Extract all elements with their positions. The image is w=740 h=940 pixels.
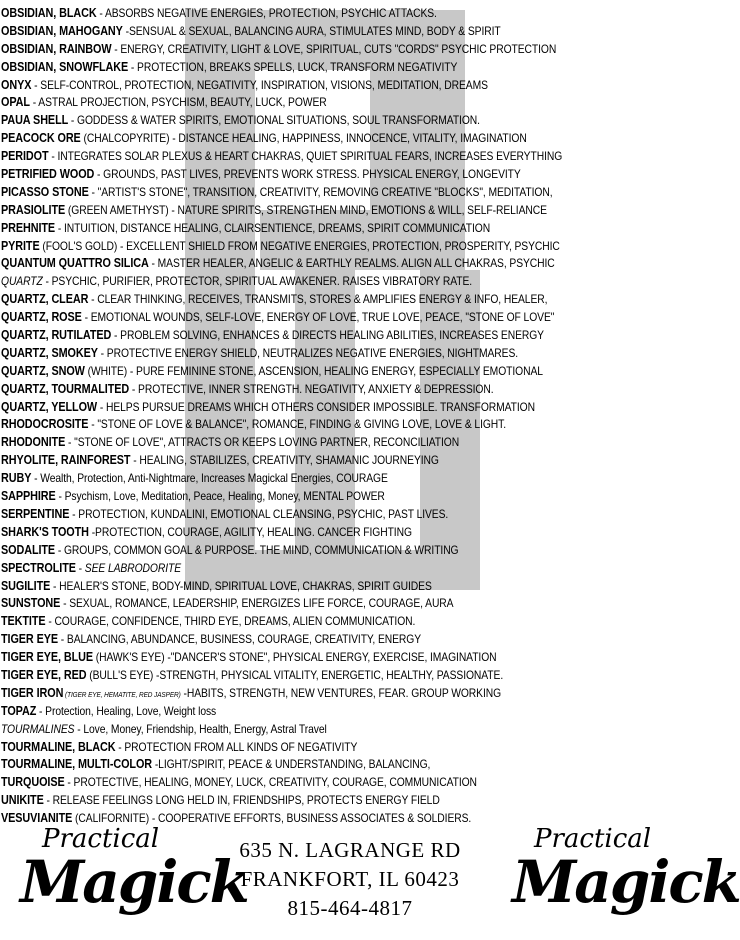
stone-alt-name: (GREEN AMETHYST) <box>65 202 169 217</box>
stone-name: PREHNITE <box>1 220 56 235</box>
stone-entry <box>1 613 603 631</box>
stone-name: PRASIOLITE <box>1 202 66 217</box>
stone-name: TIGER EYE, RED <box>1 667 87 682</box>
stone-entry <box>1 792 603 810</box>
stone-properties: - MASTER HEALER, ANGELIC & EARTHLY REALMS. ALIGN ALL CHAKRAS, PSYCHIC <box>148 256 555 271</box>
stone-entry <box>1 148 603 166</box>
stone-properties: - PROTECTION FROM ALL KINDS OF NEGATIVITY <box>115 739 358 754</box>
stone-properties: - PROTECTIVE, HEALING, MONEY, LUCK, CREATIVITY, COURAGE, COMMUNICATION <box>64 775 477 790</box>
stone-entry <box>1 578 603 596</box>
stone-entry <box>1 238 603 256</box>
stone-name: VESUVIANITE <box>1 811 73 826</box>
stone-entry <box>1 774 603 792</box>
stone-properties: - ABSORBS NEGATIVE ENERGIES, PROTECTION, PSYCHIC ATTACKS. <box>96 6 437 20</box>
stone-name: QUARTZ <box>1 274 43 289</box>
stone-properties: - HEALING, STABILIZES, CREATIVITY, SHAMANIC JOURNEYING <box>130 453 439 468</box>
stone-entry <box>1 524 603 542</box>
stone-properties: - "ARTIST'S STONE", TRANSITION, CREATIVITY, REMOVING CREATIVE "BLOCKS", MEDITATION, <box>88 184 553 199</box>
stone-entry <box>1 506 603 524</box>
stone-entry <box>1 560 603 578</box>
stone-entry <box>1 470 603 488</box>
stone-properties: -HABITS, STRENGTH, NEW VENTURES, FEAR. GROUP WORKING <box>180 685 502 700</box>
stone-properties: - <box>75 560 85 575</box>
stone-entry <box>1 112 603 130</box>
stone-properties: - PSYCHIC, PURIFIER, PROTECTOR, SPIRITUAL AWAKENER. RAISES VIBRATORY RATE. <box>42 274 473 289</box>
stone-name: QUARTZ, SMOKEY <box>1 345 98 360</box>
stone-entry <box>1 488 603 506</box>
stone-entry <box>1 756 603 774</box>
stone-entry <box>1 381 603 399</box>
stone-properties: - COOPERATIVE EFFORTS, BUSINESS ASSOCIATES & SOLDIERS. <box>149 811 472 826</box>
address-city: FRANKFORT, IL 60423 <box>240 867 460 891</box>
stone-name: RUBY <box>1 471 32 486</box>
stone-name: TOURMALINE, MULTI-COLOR <box>1 757 153 772</box>
stone-entry <box>1 327 603 345</box>
stone-entry <box>1 94 603 112</box>
stone-properties: - CLEAR THINKING, RECEIVES, TRANSMITS, STORES & AMPLIFIES ENERGY & INFO, HEALER, <box>88 292 548 307</box>
store-address <box>200 836 500 923</box>
stone-properties: -STRENGTH, PHYSICAL VITALITY, ENERGETIC, HEALTHY, PASSIONATE. <box>153 667 504 682</box>
stone-entry <box>1 631 603 649</box>
stone-properties: - "STONE OF LOVE & BALANCE", ROMANCE, FINDING & GIVING LOVE, LOVE & LIGHT. <box>88 417 507 432</box>
stone-name: SERPENTINE <box>1 506 70 521</box>
stone-properties: - BALANCING, ABUNDANCE, BUSINESS, COURAGE, CREATIVITY, ENERGY <box>58 632 422 647</box>
stone-name: TEKTITE <box>1 614 46 629</box>
stone-properties: - GROUNDS, PAST LIVES, PREVENTS WORK STRESS. PHYSICAL ENERGY, LONGEVITY <box>94 167 521 182</box>
stone-entry <box>1 345 603 363</box>
stone-entry <box>1 363 603 381</box>
stone-entry <box>1 41 603 59</box>
stone-alt-name: (CALIFORNITE) <box>72 811 150 826</box>
stone-properties: -LIGHT/SPIRIT, PEACE & UNDERSTANDING, BALANCING, <box>152 757 431 772</box>
practical-magick-logo-right <box>512 822 740 932</box>
stone-alt-name: (FOOL'S GOLD) <box>39 238 118 253</box>
stone-name: TIGER EYE <box>1 632 59 647</box>
stone-name: TIGER EYE, BLUE <box>1 650 93 665</box>
stone-properties: - NATURE SPIRITS, STRENGTHEN MIND, EMOTIONS & WILL, SELF-RELIANCE <box>168 202 547 217</box>
stone-name: QUARTZ, RUTILATED <box>1 328 112 343</box>
stone-name: TIGER IRON <box>1 685 64 700</box>
stone-alt-name: (BULL'S EYE) <box>86 667 154 682</box>
stone-properties: - Wealth, Protection, Anti-Nightmare, Increases Magickal Energies, COURAGE <box>31 471 388 486</box>
stone-entry <box>1 721 603 739</box>
stone-alt-name: (WHITE) <box>84 363 128 378</box>
stone-properties: - SELF-CONTROL, PROTECTION, NEGATIVITY, INSPIRATION, VISIONS, MEDITATION, DREAMS <box>31 77 488 92</box>
logo-top-text: Practical <box>42 824 160 854</box>
stone-name: QUANTUM QUATTRO SILICA <box>1 256 149 271</box>
stone-alt-name: (CHALCOPYRITE) <box>80 131 170 146</box>
stone-name: TURQUOISE <box>1 775 65 790</box>
stone-name: QUARTZ, SNOW <box>1 363 85 378</box>
stone-properties: - PURE FEMININE STONE, ASCENSION, HEALING ENERGY, ESPECIALLY EMOTIONAL <box>127 363 543 378</box>
stone-name: PEACOCK ORE <box>1 131 81 146</box>
stone-entry <box>1 77 603 95</box>
stone-name: SHARK'S TOOTH <box>1 524 89 539</box>
stone-name: PYRITE <box>1 238 40 253</box>
stone-entry <box>1 703 603 721</box>
address-street: 635 N. LAGRANGE RD <box>239 838 461 862</box>
stone-entry <box>1 649 603 667</box>
stone-entry <box>1 220 603 238</box>
stone-properties: - ASTRAL PROJECTION, PSYCHISM, BEAUTY, LUCK, POWER <box>29 95 327 110</box>
stone-name: PETRIFIED WOOD <box>1 167 95 182</box>
logo-bottom-text: Magick <box>512 848 740 916</box>
stone-entry <box>1 309 603 327</box>
stone-properties: - Psychism, Love, Meditation, Peace, Healing, Money, MENTAL POWER <box>55 489 385 504</box>
stone-entry <box>1 667 603 685</box>
stone-properties: - PROTECTION, BREAKS SPELLS, LUCK, TRANSFORM NEGATIVITY <box>128 59 458 74</box>
stone-properties: - HELPS PURSUE DREAMS WHICH OTHERS CONSIDER IMPOSSIBLE. TRANSFORMATION <box>97 399 535 414</box>
stone-name: RHODONITE <box>1 435 66 450</box>
stone-properties: -"DANCER'S STONE", PHYSICAL ENERGY, EXERCISE, IMAGINATION <box>164 650 497 665</box>
stone-properties: - SEXUAL, ROMANCE, LEADERSHIP, ENERGIZES LIFE FORCE, COURAGE, AURA <box>60 596 454 611</box>
stone-properties: - INTEGRATES SOLAR PLEXUS & HEART CHAKRAS, QUIET SPIRITUAL FEARS, INCREASES EVERYTHING <box>48 149 563 164</box>
stone-name: OBSIDIAN, BLACK <box>1 6 97 20</box>
stone-name: PERIDOT <box>1 149 49 164</box>
stone-properties: - PROBLEM SOLVING, ENHANCES & DIRECTS HEALING ABILITIES, INCREASES ENERGY <box>111 328 544 343</box>
stone-properties: - DISTANCE HEALING, HAPPINESS, INNOCENCE, VITALITY, IMAGINATION <box>169 131 527 146</box>
stone-properties: - Protection, Healing, Love, Weight loss <box>36 703 217 718</box>
stone-properties: -SENSUAL & SEXUAL, BALANCING AURA, STIMULATES MIND, BODY & SPIRIT <box>122 23 501 38</box>
stone-entry <box>1 273 603 291</box>
stone-name: PICASSO STONE <box>1 184 89 199</box>
stone-name: OPAL <box>1 95 30 110</box>
stone-name: QUARTZ, TOURMALITED <box>1 381 130 396</box>
stone-name: TOURMALINES <box>1 721 75 736</box>
logo-top-text: Practical <box>534 824 652 854</box>
stone-properties: - ENERGY, CREATIVITY, LIGHT & LOVE, SPIRITUAL, CUTS "CORDS" PSYCHIC PROTECTION <box>111 41 557 56</box>
stone-name: QUARTZ, ROSE <box>1 310 82 325</box>
stone-alt-names: (TIGER EYE, HEMATITE, RED JASPER) <box>63 689 181 699</box>
stone-properties: - GROUPS, COMMON GOAL & PURPOSE. THE MIND, COMMUNICATION & WRITING <box>55 542 459 557</box>
stone-properties: - EMOTIONAL WOUNDS, SELF-LOVE, ENERGY OF LOVE, TRUE LOVE, PEACE, "STONE OF LOVE" <box>81 310 555 325</box>
stone-name: QUARTZ, YELLOW <box>1 399 98 414</box>
stone-name: TOURMALINE, BLACK <box>1 739 116 754</box>
stone-name: SPECTROLITE <box>1 560 76 575</box>
stone-properties: - PROTECTION, KUNDALINI, EMOTIONAL CLEANSING, PSYCHIC, PAST LIVES. <box>69 506 449 521</box>
stone-name: SUNSTONE <box>1 596 61 611</box>
stone-entry <box>1 184 603 202</box>
stone-alt-name: (HAWK'S EYE) <box>92 650 165 665</box>
stone-entry <box>1 202 603 220</box>
stone-properties: - PROTECTIVE ENERGY SHIELD, NEUTRALIZES NEGATIVE ENERGIES, NIGHTMARES. <box>97 345 519 360</box>
stone-properties: -PROTECTION, COURAGE, AGILITY, HEALING. CANCER FIGHTING <box>88 524 412 539</box>
stone-properties: - INTUITION, DISTANCE HEALING, CLAIRSENTIENCE, DREAMS, SPIRIT COMMUNICATION <box>55 220 491 235</box>
stone-entry <box>1 739 603 757</box>
stone-entry <box>1 166 603 184</box>
address-phone: 815-464-4817 <box>287 896 413 920</box>
stone-name: RHODOCROSITE <box>1 417 89 432</box>
stone-name: OBSIDIAN, MAHOGANY <box>1 23 123 38</box>
stone-name: TOPAZ <box>1 703 37 718</box>
stone-entry <box>1 399 603 417</box>
stone-name: QUARTZ, CLEAR <box>1 292 89 307</box>
stone-entry <box>1 542 603 560</box>
logo-bottom-text: Magick <box>20 848 248 916</box>
stone-name: SAPPHIRE <box>1 489 56 504</box>
stone-name: SUGILITE <box>1 578 51 593</box>
stone-entry <box>1 291 603 309</box>
stone-list <box>1 5 701 828</box>
stone-cross-reference: SEE LABRODORITE <box>84 560 182 575</box>
stone-name: OBSIDIAN, RAINBOW <box>1 41 112 56</box>
stone-entry <box>1 452 603 470</box>
stone-properties: - RELEASE FEELINGS LONG HELD IN, FRIENDSHIPS, PROTECTS ENERGY FIELD <box>43 793 440 808</box>
stone-name: UNIKITE <box>1 793 44 808</box>
stone-name: SODALITE <box>1 542 56 557</box>
stone-entry <box>1 23 603 41</box>
practical-magick-logo-left <box>20 822 248 932</box>
stone-properties: - HEALER'S STONE, BODY-MIND, SPIRITUAL LOVE, CHAKRAS, SPIRIT GUIDES <box>50 578 432 593</box>
stone-entry <box>1 434 603 452</box>
stone-properties: - GODDESS & WATER SPIRITS, EMOTIONAL SITUATIONS, SOUL TRANSFORMATION. <box>68 113 480 128</box>
stone-entry <box>1 810 603 828</box>
stone-entry <box>1 416 603 434</box>
stone-entry <box>1 59 603 77</box>
stone-properties: - COURAGE, CONFIDENCE, THIRD EYE, DREAMS, ALIEN COMMUNICATION. <box>45 614 416 629</box>
stone-name: OBSIDIAN, SNOWFLAKE <box>1 59 129 74</box>
stone-properties: - EXCELLENT SHIELD FROM NEGATIVE ENERGIES, PROTECTION, PROSPERITY, PSYCHIC <box>117 238 560 253</box>
stone-entry <box>1 5 603 23</box>
stone-entry <box>1 595 603 613</box>
stone-properties: - Love, Money, Friendship, Health, Energy, Astral Travel <box>74 721 327 736</box>
stone-properties: - PROTECTIVE, INNER STRENGTH. NEGATIVITY, ANXIETY & DEPRESSION. <box>129 381 494 396</box>
stone-entry <box>1 685 603 703</box>
stone-properties: - "STONE OF LOVE", ATTRACTS OR KEEPS LOVING PARTNER, RECONCILIATION <box>65 435 460 450</box>
stone-name: ONYX <box>1 77 32 92</box>
stone-name: RHYOLITE, RAINFOREST <box>1 453 131 468</box>
stone-name: PAUA SHELL <box>1 113 69 128</box>
stone-entry <box>1 255 603 273</box>
stone-entry <box>1 130 603 148</box>
